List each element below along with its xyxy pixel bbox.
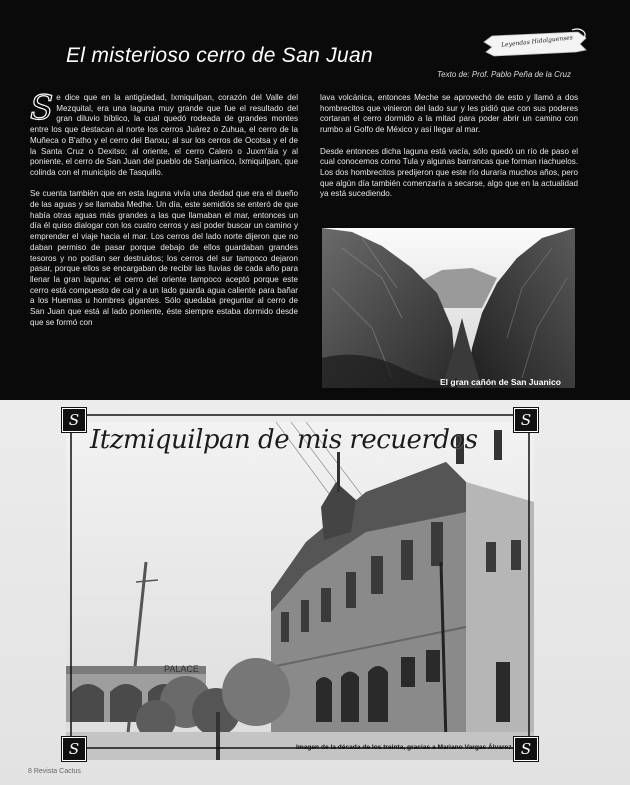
paragraph: Se cuenta también que en esta laguna vivía una deidad que era el dueño de las aguas y se llamaba Medhe. Un día, este semidiós se enteró de que había otras aguas más grandes a las que llamaban el mar, entonces un día él quiso dialogar con los cuatro cerros y así poder buscar un camino y emprender el viaje hacia el mar. Los cerros del lado norte dijeron que no daban permiso de pasar porque debajo de ellos guardaban grandes tesoros y no podían ser destruidos; los cerros del sur tampoco dejaron pasar, porque ellos se encargaban de recibir las lluvias de cada año para llenar la gran laguna; el cerro del oriente tampoco aceptó porque este cerro está compuesto de cal y a un lado guarda agua caliente para bañar a los Huemas u hombres gigantes. Sólo quedaba preguntar al cerro de San Juan que está al lado poniente, éste siempre estaba dormido desde que se formó con bbox=[30, 189, 298, 327]
corner-ornament-icon: S bbox=[514, 408, 538, 432]
feature-title: Itzmiquilpan de mis recuerdos bbox=[90, 425, 478, 455]
article-column-1 bbox=[30, 88, 298, 339]
paragraph: lava volcánica, entonces Meche se aprovechó de esto y llamó a dos hombrecitos que vinieron del lado sur y les pidió que con sus poderes cortaran el cerro dormido a la mitad para poder abrir un camino con rumbo al Golfo de México y así llegar al mar. bbox=[320, 93, 578, 135]
canyon-caption: El gran cañón de San Juanico bbox=[440, 377, 561, 387]
palace-sign: PALACE bbox=[164, 664, 199, 674]
paragraph: Se dice que en la antigüedad, Ixmiquilpan, corazón del Valle del Mezquital, era una laguna muy grande que fue el resultado del gran diluvio bíblico, la cual quedó rodeada de grandes montes entre los que destacan al norte los cerros Juárez o Zuhua, el cerro de la Muñeca o B'atho y el cerro del Banxu; al sur los cerros de Ocotsa y el de la Santa Cruz o Dexitso; al oriente, el cerro Calero o Juxm'äia y al poniente, el cerro de San Juan del pueblo de Sanjuanico, Ixmiquilpan, que colinda con el municipio de Tasquillo. bbox=[30, 88, 298, 177]
drop-cap: S bbox=[30, 88, 54, 128]
corner-ornament-icon: S bbox=[514, 737, 538, 761]
photo-caption: Imagen de la década de los treinta, gracias a Mariano Vargas Álvarez. bbox=[296, 744, 514, 751]
article-column-2 bbox=[320, 93, 578, 211]
page-footer bbox=[28, 768, 81, 775]
byline: Texto de: Prof. Pablo Peña de la Cruz bbox=[437, 70, 572, 79]
historic-building-photo bbox=[66, 422, 534, 760]
page-number: 8 bbox=[28, 768, 32, 775]
canyon-photo bbox=[322, 228, 575, 388]
magazine-name: Revista Cactus bbox=[33, 768, 81, 775]
corner-ornament-icon: S bbox=[62, 737, 86, 761]
paragraph: Desde entonces dicha laguna está vacía, sólo quedó un río de paso el cual conocemos como Tula y algunas barrancas que forman riachuelos. Los dos hombrecitos predijeron que este río duraría muchos años, pero que algún día también comenzaría a secarse, algo que en la actualidad ya está sucediendo. bbox=[320, 146, 578, 199]
section-ribbon-label: Leyendas Hidalguenses bbox=[500, 34, 574, 49]
corner-ornament-icon: S bbox=[62, 408, 86, 432]
article-title: El misterioso cerro de San Juan bbox=[66, 44, 373, 67]
